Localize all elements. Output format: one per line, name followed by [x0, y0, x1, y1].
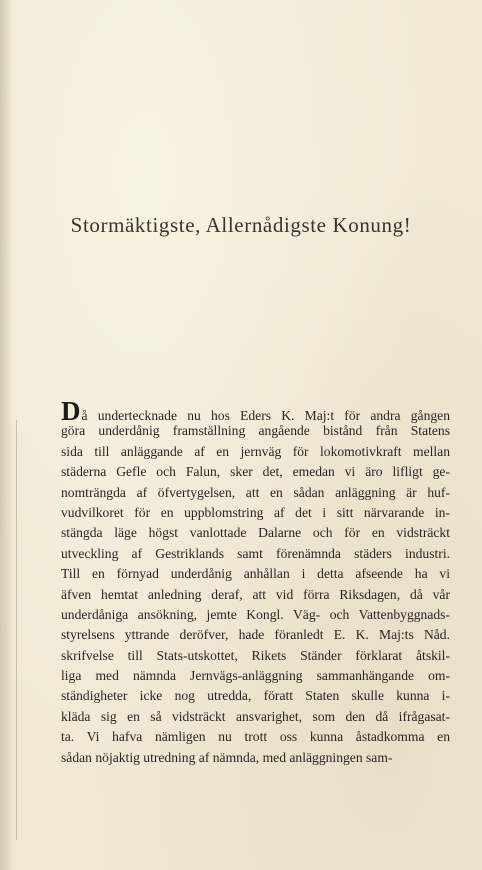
- text-line: städerna Gefle och Falun, sker det, emedan vi äro lifligt ge-: [61, 464, 450, 480]
- text-line: vudvilkoret för en uppblomstring af det i sitt närvarande in-: [61, 504, 450, 520]
- text-line: liga med nämnda Jernvägs-anläggning sammanhängande om-: [61, 668, 450, 684]
- text-line: ständigheter icke nog utredda, föratt Staten skulle kunna i-: [61, 688, 450, 704]
- salutation-heading: Stormäktigste, Allernådigste Konung!: [70, 213, 412, 237]
- text-line: utveckling af Gestriklands samt förenämnda städers industri.: [61, 545, 450, 561]
- text-line: Till en förnyad underdånig anhållan i detta afseende ha vi: [61, 566, 450, 582]
- text-line: skrifvelse till Stats-utskottet, Rikets Ständer förklarat åtskil-: [61, 647, 450, 663]
- text-line: sida till anläggande af en jernväg för lokomotivkraft mellan: [61, 443, 450, 459]
- text-line: göra underdånig framställning angående bistånd från Statens: [61, 423, 450, 439]
- page-edge-line: [16, 420, 17, 840]
- text-line: stängda läge högst vanlottade Dalarne och för en vidsträckt: [61, 525, 450, 541]
- text-line: underdåniga ansökning, jemte Kongl. Väg- och Vattenbyggnads-: [61, 606, 450, 622]
- text-line-first: [61, 396, 450, 426]
- drop-cap: D: [61, 396, 81, 426]
- text-line: äfven hemtat anledning deraf, att vid förra Riksdagen, då vår: [61, 586, 450, 602]
- text-line: nomträngda af öfvertygelsen, att en sådan anläggning är huf-: [61, 484, 450, 500]
- text-line: ta. Vi hafva nämligen nu trott oss kunna åstadkomma en: [61, 729, 450, 745]
- text-line: styrelsens yttrande deröfver, hade föranledt E. K. Maj:ts Nåd.: [61, 627, 450, 643]
- text-line: sådan nöjaktig utredning af nämnda, med anläggningen sam-: [61, 749, 393, 765]
- page-gutter-shadow: [0, 0, 14, 870]
- first-line-text: å undertecknade nu hos Eders K. Maj:t för andra gången: [81, 408, 450, 423]
- text-line: kläda sig en så vidsträckt ansvarighet, som den då ifrågasat-: [61, 708, 450, 724]
- body-paragraph: [61, 396, 450, 768]
